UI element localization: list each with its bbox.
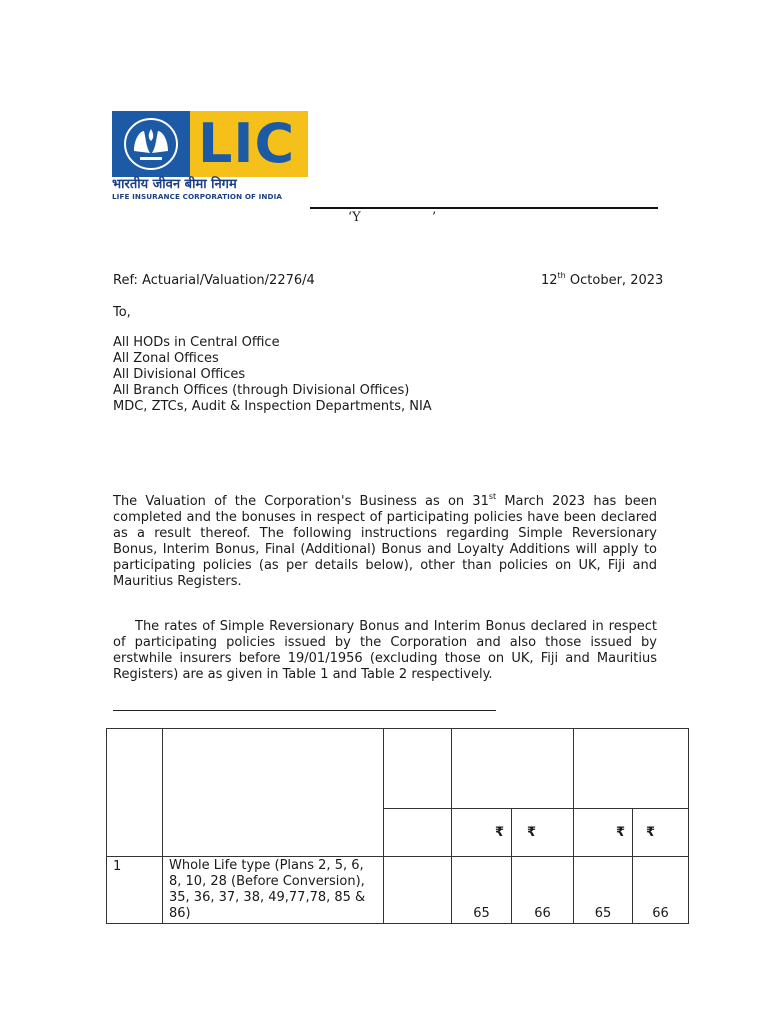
para1-superscript: st — [488, 491, 497, 501]
table-header-row — [107, 729, 689, 809]
row-empty-cell — [384, 857, 452, 924]
row-value: 65 — [574, 857, 633, 924]
logo-hindi-name: भारतीय जीवन बीमा निगम — [112, 177, 237, 192]
lic-logo — [112, 111, 310, 201]
header-glyph-right: ’ — [432, 210, 437, 225]
reference-number: Ref: Actuarial/Valuation/2276/4 — [113, 273, 315, 288]
date-day: 12 — [541, 273, 558, 288]
row-plan-description: Whole Life type (Plans 2, 5, 6, 8, 10, 28 (Before Conversion), 35, 36, 37, 38, 49,77,78, 85 & 86) — [163, 857, 384, 924]
table-header-cell — [452, 729, 574, 809]
row-value: 66 — [633, 857, 689, 924]
table-header-cell — [107, 729, 163, 857]
para1-text-start: The Valuation of the Corporation's Business as on 31 — [113, 494, 489, 509]
table-row — [107, 857, 689, 924]
currency-cell — [633, 809, 689, 857]
recipient-line: All HODs in Central Office — [113, 335, 280, 350]
table-header-cell — [384, 809, 452, 857]
row-serial: 1 — [107, 857, 163, 924]
valuation-paragraph — [113, 491, 657, 590]
rupee-symbol: ₹ — [615, 825, 625, 840]
recipient-line: MDC, ZTCs, Audit & Inspection Departments, NIA — [113, 399, 432, 414]
header-rule — [310, 207, 658, 209]
salutation: To, — [113, 305, 131, 320]
bonus-rates-paragraph: The rates of Simple Reversionary Bonus and Interim Bonus declared in respect of participating policies issued by the Corporation and also those issued by erstwhile insurers before 19/01/1956 (excluding those on UK, Fiji and Mauritius Registers) are as given in Table 1 and Table 2 respectively. — [113, 619, 657, 682]
logo-brand-text: LIC — [198, 112, 296, 175]
date-suffix: th — [557, 270, 566, 280]
row-value: 65 — [452, 857, 512, 924]
table-header-cell — [384, 729, 452, 809]
recipients-list — [113, 335, 432, 415]
recipient-line: All Branch Offices (through Divisional Offices) — [113, 383, 410, 398]
bonus-rates-table — [106, 728, 689, 924]
rupee-symbol: ₹ — [494, 825, 504, 840]
header-glyph-left: ‘Y — [348, 210, 361, 225]
table-header-cell — [574, 729, 689, 809]
currency-cell — [574, 809, 633, 857]
recipient-line: All Zonal Offices — [113, 351, 219, 366]
para1-text-end: March 2023 has been completed and the bonuses in respect of participating policies have been declared as a result thereof. The following instructions regarding Simple Reversionary Bonus, Interim Bonus, Final (Additional) Bonus and Loyalty Additions will apply to participating policies (as per details below), other than policies on UK, Fiji and Mauritius Registers. — [113, 494, 657, 589]
rupee-symbol: ₹ — [646, 825, 656, 840]
logo-english-name: LIFE INSURANCE CORPORATION OF INDIA — [112, 192, 283, 201]
currency-cell — [452, 809, 512, 857]
table-caption-rule — [113, 710, 496, 711]
logo-emblem-panel — [112, 111, 190, 177]
row-value: 66 — [512, 857, 574, 924]
logo-brand-panel — [190, 111, 308, 177]
recipient-line: All Divisional Offices — [113, 367, 246, 382]
letter-date — [541, 270, 664, 289]
table-header-cell — [163, 729, 384, 857]
hands-lamp-emblem-icon — [122, 117, 180, 171]
currency-cell — [512, 809, 574, 857]
rupee-symbol: ₹ — [527, 825, 537, 840]
date-rest: October, 2023 — [565, 273, 664, 288]
